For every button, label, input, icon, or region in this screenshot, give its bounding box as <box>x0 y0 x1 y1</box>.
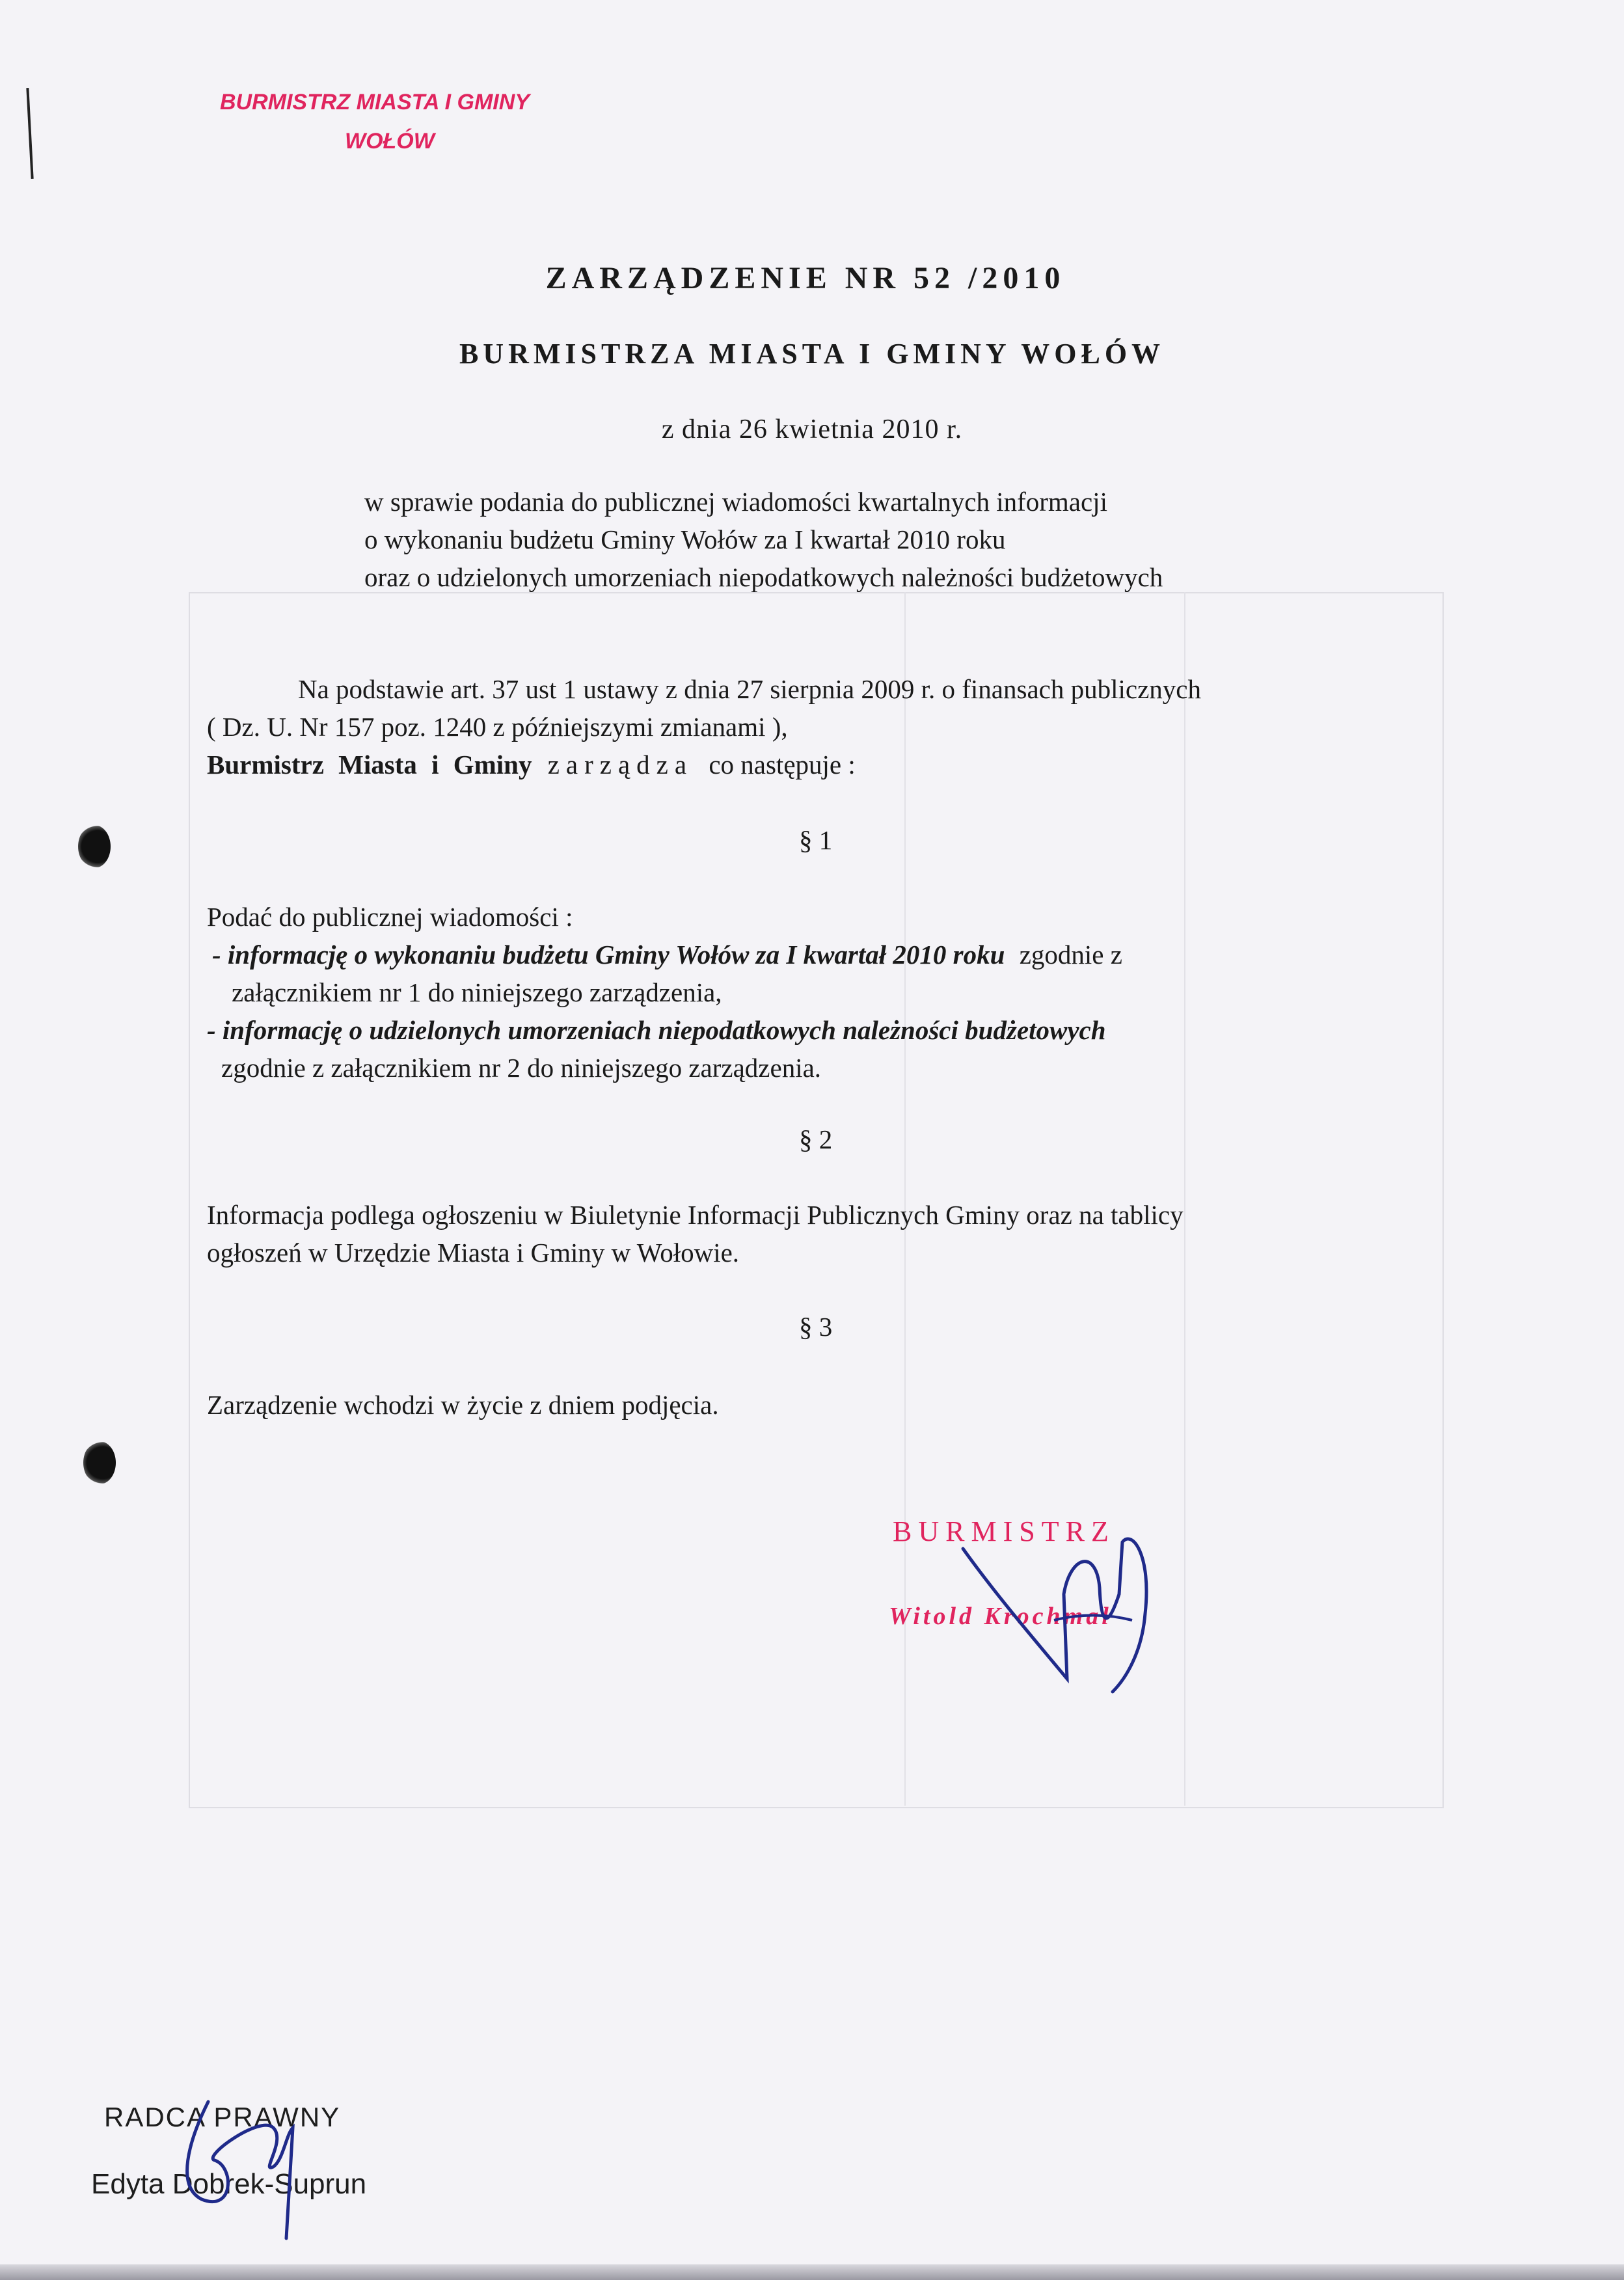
margin-mark <box>26 88 33 179</box>
section-1-item2-cont: zgodnie z załącznikiem nr 2 do niniejszego zarządzenia. <box>221 1053 822 1083</box>
mayor-signature <box>956 1516 1165 1698</box>
legal-stamp-name: Edyta Dobrek-Suprun <box>91 2168 367 2200</box>
legal-stamp-role: RADCA PRAWNY <box>104 2102 341 2132</box>
section-mark: § 1 <box>799 825 833 855</box>
section-1-item <box>207 936 1122 973</box>
section-1-item1-emphasis: - informację o wykonaniu budżetu Gminy Wołów za I kwartał 2010 roku <box>212 940 1005 970</box>
section-1-intro: Podać do publicznej wiadomości : <box>207 902 573 932</box>
subject-line: o wykonaniu budżetu Gminy Wołów za I kwartał 2010 roku <box>364 524 1006 554</box>
orders-word: zarządza <box>547 750 694 780</box>
preamble-line <box>207 746 1201 783</box>
section-1-body <box>207 898 1122 1087</box>
signature-stamp-role: BURMISTRZ <box>893 1515 1115 1547</box>
header-stamp <box>220 90 530 115</box>
subject-block <box>364 483 1163 596</box>
section-mark: § 2 <box>799 1124 833 1154</box>
subject-line: oraz o udzielonych umorzeniach niepodatkowych należności budżetowych <box>364 562 1163 592</box>
header-stamp-town <box>345 129 435 154</box>
legal-signature <box>163 2089 312 2251</box>
punch-hole-icon <box>78 825 111 868</box>
section-mark: § 3 <box>799 1312 833 1342</box>
subject-line: w sprawie podania do publicznej wiadomości kwartalnych informacji <box>364 487 1107 517</box>
section-3-line: Zarządzenie wchodzi w życie z dniem podjęcia. <box>207 1390 719 1420</box>
section-3-body <box>207 1386 719 1424</box>
document-issuer: BURMISTRZA MIASTA I GMINY WOŁÓW <box>459 338 1165 370</box>
section-1-item2-emphasis: - informację o udzielonych umorzeniach niepodatkowych należności budżetowych <box>207 1015 1106 1045</box>
section-1-item1-rest: zgodnie z <box>1019 940 1122 970</box>
section-1-item1-cont: załącznikiem nr 1 do niniejszego zarządzenia, <box>232 977 722 1007</box>
punch-hole-icon <box>83 1441 116 1484</box>
signature-stamp-name: Witold Krochmal <box>889 1603 1112 1630</box>
section-2-line: ogłoszeń w Urzędzie Miasta i Gminy w Wołowie. <box>207 1238 740 1268</box>
scan-edge <box>0 2264 1624 2280</box>
section-2-line: Informacja podlega ogłoszeniu w Biuletynie Informacji Publicznych Gminy oraz na tablicy <box>207 1200 1184 1230</box>
preamble <box>207 670 1201 783</box>
header-stamp-line2: WOŁÓW <box>345 129 435 154</box>
mayor-label: Burmistrz Miasta i Gminy <box>207 750 532 780</box>
document-date: z dnia 26 kwietnia 2010 r. <box>661 414 963 444</box>
header-stamp-line1: BURMISTRZ MIASTA I GMINY <box>220 90 530 115</box>
preamble-ending: co następuje : <box>709 750 856 780</box>
document-title: ZARZĄDZENIE NR 52 /2010 <box>545 261 1066 295</box>
preamble-line: ( Dz. U. Nr 157 poz. 1240 z późniejszymi zmianami ), <box>207 712 788 742</box>
preamble-line: Na podstawie art. 37 ust 1 ustawy z dnia 27 sierpnia 2009 r. o finansach publicznych <box>298 674 1201 704</box>
section-2-body <box>207 1196 1184 1271</box>
